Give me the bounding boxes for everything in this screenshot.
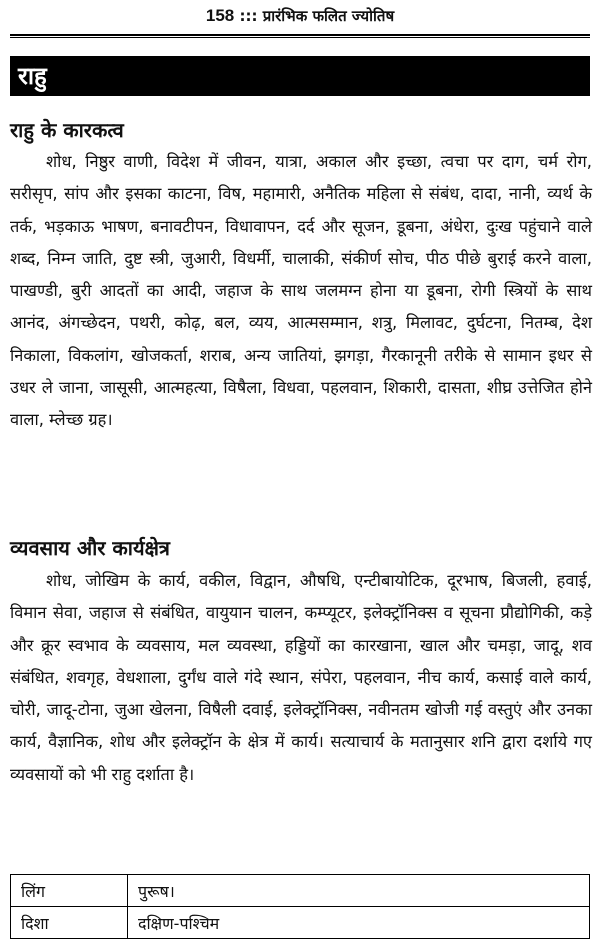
header-separator: ::: bbox=[239, 7, 258, 25]
book-title: प्रारंभिक फलित ज्योतिष bbox=[262, 7, 395, 25]
page-number: 158 bbox=[205, 6, 235, 25]
header-rule bbox=[10, 34, 590, 36]
table-key: दिशा bbox=[11, 907, 128, 939]
table-key: लिंग bbox=[11, 875, 128, 907]
section-text-vyavsay: शोध, जोखिम के कार्य, वकील, विद्वान, औषधि, एन्टीबायोटिक, दूरभाष, बिजली, हवाई, विमान सेवा, जहाज से संबंधित, वायुयान चालन, कम्प्यूटर, इलेक्ट्रॉनिक्स व सूचना प्रौद्योगिकी, कड़े और क्रूर स्वभाव के व्यवसाय, मल व्यवस्था, हड्डियों का कारखाना, खाल और चमड़ा, जादू, शव संबंधित, शवगृह, वेधशाला, दुर्गंध वाले गंदे स्थान, संपेरा, पहलवान, नीच कार्य, कसाई वाले कार्य, चोरी, जादू-टोना, जुआ खेलना, विषैली दवाई, इलेक्ट्रॉनिक्स, नवीनतम खोजी गई वस्तुएं और उनका कार्य, वैज्ञानिक, शोध और इलेक्ट्रॉन के क्षेत्र में कार्य। सत्याचार्य के मतानुसार शनि द्वारा दर्शाये गए व्यवसायों को भी राहु दर्शाता है। bbox=[10, 571, 592, 784]
section-heading-vyavsay: व्यवसाय और कार्यक्षेत्र bbox=[10, 536, 170, 560]
section-text-karakatva: शोध, निष्ठुर वाणी, विदेश में जीवन, यात्रा, अकाल और इच्छा, त्वचा पर दाग, चर्म रोग, सरीसृप, सांप और इसका काटना, विष, महामारी, अनैतिक महिला से संबंध, दादा, नानी, व्यर्थ के तर्क, भड़काऊ भाषण, बनावटीपन, विधावापन, दर्द और सूजन, डूबना, अंधेरा, दुःख पहुंचाने वाले शब्द, निम्न जाति, दुष्ट स्त्री, जुआरी, विधर्मी, चालाकी, संकीर्ण सोच, पीठ पीछे बुराई करने वाला, पाखण्डी, बुरी आदतों का आदी, जहाज के साथ जलमग्न होना या डूबना, रोगी स्त्रियों के साथ आनंद, अंगच्छेदन, पथरी, कोढ़, बल, व्यय, आत्मसम्मान, शत्रु, मिलावट, दुर्घटना, नितम्ब, देश निकाला, विकलांग, खोजकर्ता, शराब, अन्य जातियां, झगड़ा, गैरकानूनी तरीके से सामान इधर से उधर ले जाना, जासूसी, आत्महत्या, विषैला, विधवा, पहलवान, शिकारी, दासता, शीघ्र उत्तेजित होने वाला, म्लेच्छ ग्रह। bbox=[10, 152, 592, 430]
chapter-banner bbox=[10, 56, 590, 96]
section-heading-karakatva: राहु के कारकत्व bbox=[10, 118, 124, 142]
table-row bbox=[11, 907, 590, 939]
properties-table bbox=[10, 874, 590, 939]
chapter-title: राहु bbox=[18, 62, 47, 90]
page-header bbox=[10, 6, 590, 30]
header-rule-thin bbox=[10, 37, 590, 38]
table-value: दक्षिण-पश्चिम bbox=[128, 907, 590, 939]
table-row bbox=[11, 875, 590, 907]
table-value: पुरूष। bbox=[128, 875, 590, 907]
